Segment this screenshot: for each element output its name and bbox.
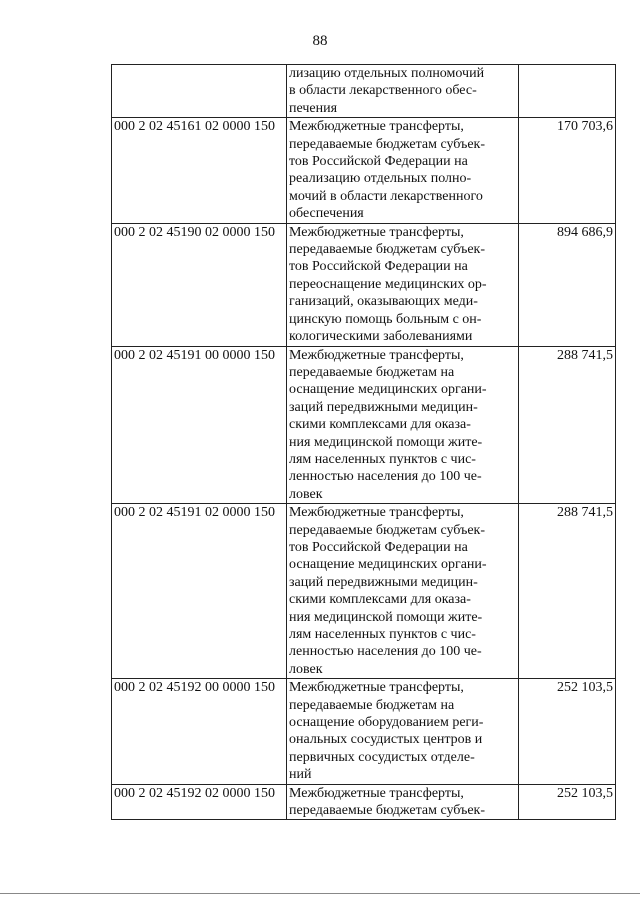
description-line: оснащение медицинских органи- xyxy=(289,382,487,398)
description-line: ловек xyxy=(289,661,323,677)
description-line: ленностью населения до 100 че- xyxy=(289,469,482,485)
description-line: тов Российской Федерации на xyxy=(289,539,468,555)
description-line: скими комплексами для оказа- xyxy=(289,417,471,433)
description-line: заций передвижными медицин- xyxy=(289,399,478,415)
table-row xyxy=(112,504,616,679)
budget-code-cell: 000 2 02 45161 02 0000 150 xyxy=(112,118,287,223)
description-line: печения xyxy=(289,100,338,116)
budget-code-cell: 000 2 02 45190 02 0000 150 xyxy=(112,223,287,346)
description-line: оснащение оборудованием реги- xyxy=(289,715,484,731)
amount-cell: 170 703,6 xyxy=(519,118,616,223)
budget-code-cell: 000 2 02 45191 02 0000 150 xyxy=(112,504,287,679)
description-line: тов Российской Федерации на xyxy=(289,154,468,170)
description-line: лизацию отдельных полномочий xyxy=(289,66,485,81)
page-number: 88 xyxy=(312,33,328,49)
table-row xyxy=(112,118,616,223)
amount-cell: 252 103,5 xyxy=(519,784,616,820)
description-line: Межбюджетные трансферты, xyxy=(289,224,464,240)
budget-code-cell: 000 2 02 45192 02 0000 150 xyxy=(112,784,287,820)
description-line: ния медицинской помощи жите- xyxy=(289,609,483,625)
description-line: скими комплексами для оказа- xyxy=(289,592,471,608)
description-line: Межбюджетные трансферты, xyxy=(289,785,464,801)
description-line: мочий в области лекарственного xyxy=(289,188,483,204)
description-cell xyxy=(287,679,519,784)
description-line: ний xyxy=(289,767,312,783)
description-line: тов Российской Федерации на xyxy=(289,259,468,275)
description-line: передаваемые бюджетам субъек- xyxy=(289,803,485,819)
description-line: в области лекарственного обес- xyxy=(289,83,477,99)
budget-code-cell: 000 2 02 45192 00 0000 150 xyxy=(112,679,287,784)
description-line: лям населенных пунктов с чис- xyxy=(289,451,476,467)
table-row xyxy=(112,679,616,784)
description-cell xyxy=(287,65,519,118)
table-row xyxy=(112,784,616,820)
description-line: ганизаций, оказывающих меди- xyxy=(289,294,478,310)
description-line: заций передвижными медицин- xyxy=(289,574,478,590)
description-cell xyxy=(287,223,519,346)
table-row xyxy=(112,346,616,504)
description-line: реализацию отдельных полно- xyxy=(289,171,472,187)
description-line: цинскую помощь больным с он- xyxy=(289,311,482,327)
amount-cell: 288 741,5 xyxy=(519,346,616,504)
description-line: ленностью населения до 100 че- xyxy=(289,644,482,660)
description-line: оснащение медицинских органи- xyxy=(289,557,487,573)
description-line: лям населенных пунктов с чис- xyxy=(289,627,476,642)
description-cell xyxy=(287,118,519,223)
amount-cell: 894 686,9 xyxy=(519,223,616,346)
description-line: ния медицинской помощи жите- xyxy=(289,434,483,450)
table-row xyxy=(112,223,616,346)
budget-code-cell xyxy=(112,65,287,118)
description-line: кологическими заболеваниями xyxy=(289,329,473,345)
description-line: передаваемые бюджетам субъек- xyxy=(289,242,485,258)
description-line: Межбюджетные трансферты, xyxy=(289,347,464,363)
description-line: передаваемые бюджетам на xyxy=(289,697,455,713)
description-line: передаваемые бюджетам субъек- xyxy=(289,522,485,538)
description-line: обеспечения xyxy=(289,206,364,222)
amount-cell: 288 741,5 xyxy=(519,504,616,679)
description-line: ловек xyxy=(289,486,323,502)
description-line: Межбюджетные трансферты, xyxy=(289,505,464,521)
budget-table xyxy=(111,64,616,820)
description-line: Межбюджетные трансферты, xyxy=(289,119,464,135)
footer-divider xyxy=(0,893,640,894)
description-cell xyxy=(287,504,519,679)
amount-cell: 252 103,5 xyxy=(519,679,616,784)
description-line: передаваемые бюджетам на xyxy=(289,364,455,380)
description-line: первичных сосудистых отделе- xyxy=(289,749,475,765)
budget-code-cell: 000 2 02 45191 00 0000 150 xyxy=(112,346,287,504)
description-line: ональных сосудистых центров и xyxy=(289,732,483,748)
table-row xyxy=(112,65,616,118)
amount-cell xyxy=(519,65,616,118)
description-cell xyxy=(287,784,519,820)
description-line: переоснащение медицинских ор- xyxy=(289,276,487,292)
description-line: Межбюджетные трансферты, xyxy=(289,680,464,696)
description-cell xyxy=(287,346,519,504)
budget-table-body xyxy=(112,65,616,820)
description-line: передаваемые бюджетам субъек- xyxy=(289,136,485,152)
